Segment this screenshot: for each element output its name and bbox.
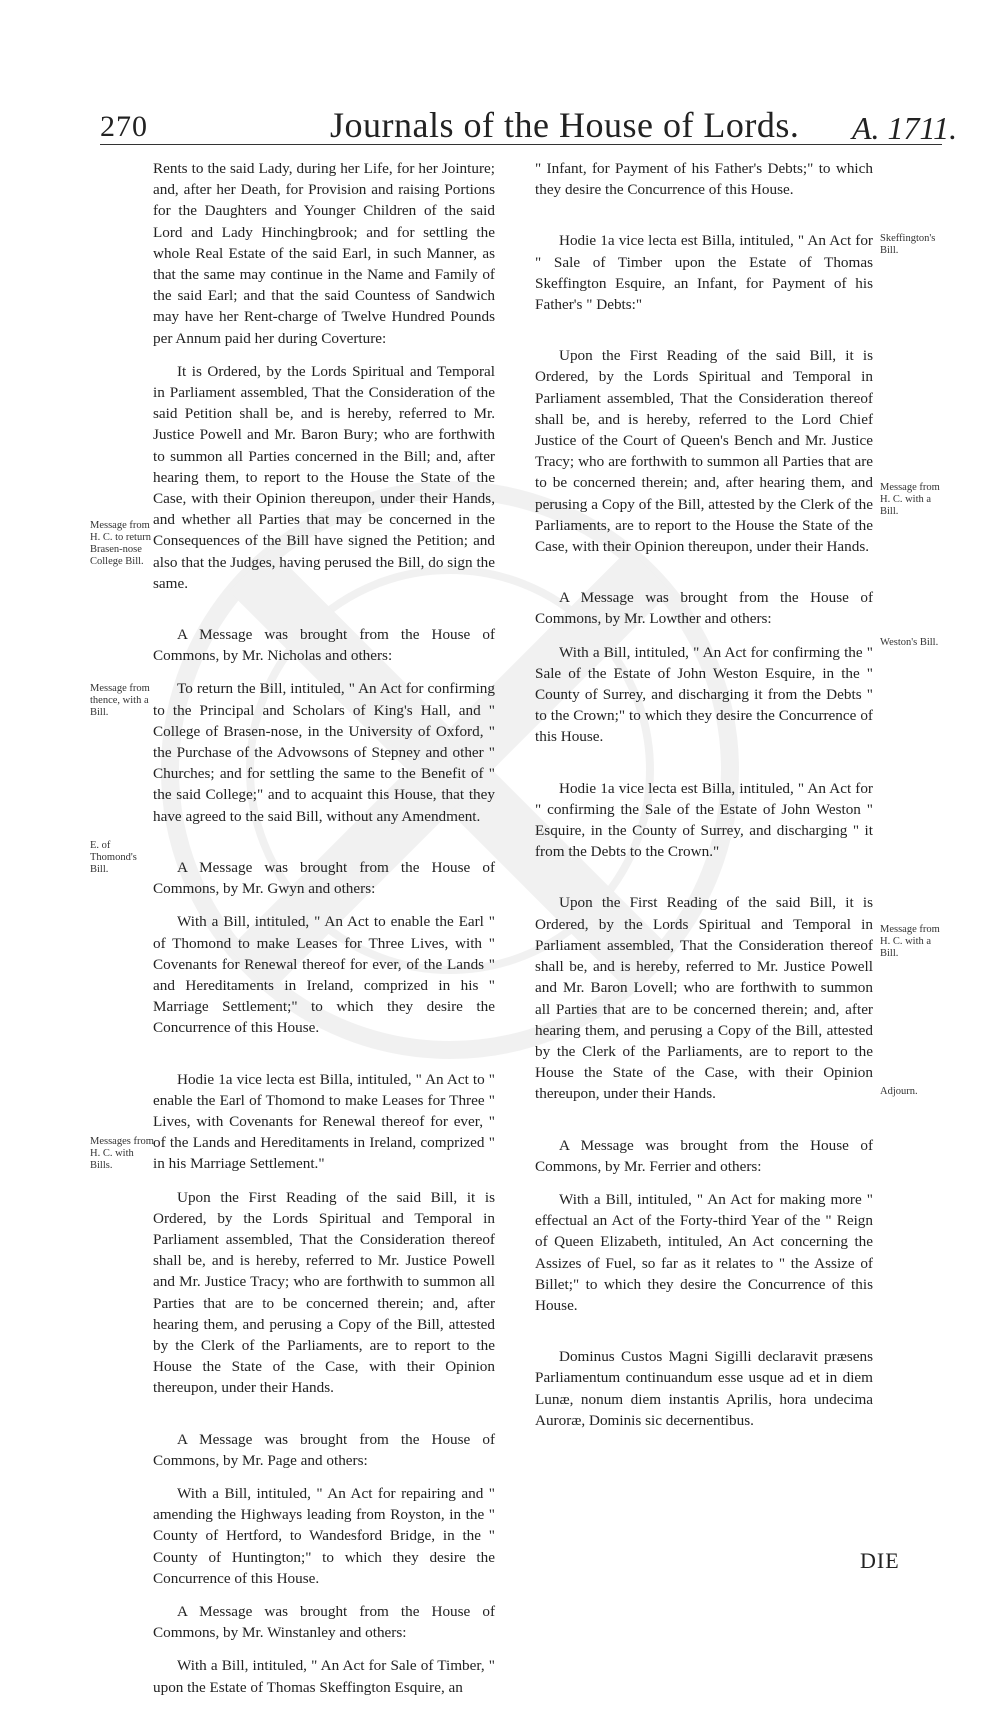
paragraph: A Message was brought from the House of Commons, by Mr. Nicholas and others: — [153, 626, 495, 665]
paragraph: With a Bill, intituled, " An Act for repairing and " amending the Highways leading from Royston, in the " County of Hertford, to Wandesford Bridge, in the " County of Huntington;" to which they desire the Concurrence of this House. — [153, 1484, 495, 1587]
margin-note-thomond: E. of Thomond's Bill. — [90, 840, 137, 875]
paragraph: A Message was brought from the House of Commons, by Mr. Gwyn and others: — [153, 858, 495, 898]
margin-note-brasenose: Message from H. C. to return Brasen-nose College Bill. — [90, 520, 151, 567]
margin-note-weston: Weston's Bill. — [880, 637, 939, 648]
paragraph: Rents to the said Lady, during her Life, for her Jointure; and, after her Death, for Provision and raising Portions for the Daughters and Younger Children of the said Lord and Lady Hinchingbrook; and for settling the whole Real Estate of the said Earl, in such Manner, as that the same may continue in the Name and Family of the said Earl; and that the said Countess of Sandwich may have her Rent-charge of Twelve Hundred Pounds per Annum paid her during Coverture: — [153, 160, 495, 347]
margin-note-ferrier-message: Message from H. C. with a Bill. — [880, 924, 940, 959]
paragraph: Upon the First Reading of the said Bill, it is Ordered, by the Lords Spiritual and Temporal in Parliament assembled, That the Consideration thereof shall be, and is hereby, referred to Mr. Justice Powell and Mr. Justice Tracy; who are forthwith to summon all Parties that are to be concerned therein; and, after hearing them, and perusing a Copy of the Bill, attested by the Clerk of the Parliaments, are to report to the House the State of the Case, with their Opinion thereupon, under their Hands. — [153, 1188, 495, 1397]
paragraph: A Message was brought from the House of Commons, by Mr. Page and others: — [153, 1430, 495, 1469]
right-column — [535, 158, 873, 1443]
paragraph: A Message was brought from the House of Commons, by Mr. Ferrier and others: — [535, 1136, 873, 1175]
page-year: A. 1711. — [852, 110, 958, 146]
margin-note-skeffington: Skeffington's Bill. — [880, 233, 936, 256]
paragraph: Dominus Custos Magni Sigilli declaravit præsens Parliamentum continuandum esse usque ad et in diem Lunæ, nonum diem instantis Aprilis, hora undecima Auroræ, Dominis sic decernentibus. — [535, 1348, 873, 1429]
margin-note-lowther-message: Message from H. C. with a Bill. — [880, 482, 940, 517]
paragraph: Hodie 1a vice lecta est Billa, intituled, " An Act for " confirming the Sale of the Estate of John Weston " Esquire, in the County of Surrey, and discharging " it from the Debts to the Crown." — [535, 779, 873, 861]
paragraph: With a Bill, intituled, " An Act for confirming the " Sale of the Estate of John Weston Esquire, in the " County of Surrey, and discharging it from the Debts " to the Crown;" to which they desire the Concurrence of this House. — [535, 643, 873, 746]
margin-note-adjourn: Adjourn. — [880, 1086, 918, 1097]
paragraph: To return the Bill, intituled, " An Act for confirming to the Principal and Scholars of King's Hall, and " College of Brasen-nose, in the University of Oxford, " the Purchase of the Advowsons of Stepney and other " Churches; and for settling the same to the Benefit of " the said College;" and to acquaint this House, that they have agreed to the said Bill, without any Amendment. — [153, 680, 495, 825]
paragraph: It is Ordered, by the Lords Spiritual and Temporal in Parliament assembled, That the Consideration of the said Petition shall be, and is hereby, referred to Mr. Justice Powell and Mr. Baron Bury; who are forthwith to summon all Parties concerned in the Bill; and, after hearing them, to report to the House the State of the Case, with their Opinion thereupon, under their Hands, and whether all Parties that may be concerned in the Consequences of the Bill have signed the Petition; and also that the Judges, having perused the Bill, do sign the same. — [153, 362, 495, 592]
paragraph: With a Bill, intituled, " An Act to enable the Earl " of Thomond to make Leases for Three Lives, with " Covenants for Renewal thereof for ever, of the Lands " and Hereditaments in Ireland, comprized in his " Marriage Settlement;" to which they desire the Concurrence of this House. — [153, 913, 495, 1037]
page-number: 270 — [100, 110, 148, 143]
paragraph: Upon the First Reading of the said Bill, it is Ordered, by the Lords Spiritual and Temporal in Parliament assembled, That the Consideration thereof shall be, and is hereby, referred to Mr. Justice Powell and Mr. Baron Lovell; who are forthwith to summon all Parties that are to be concerned therein; and, after hearing them, and perusing a Copy of the Bill, attested by the Clerk of the Parliaments, are to report to the House the State of the Case, with their Opinion thereupon, under their Hands. — [535, 894, 873, 1103]
header-rule — [100, 144, 942, 145]
paragraph: A Message was brought from the House of Commons, by Mr. Winstanley and others: — [153, 1602, 495, 1642]
paragraph: " Infant, for Payment of his Father's Debts;" to which they desire the Concurrence of this House. — [535, 160, 873, 199]
page-header — [0, 96, 992, 146]
margin-note-messages-with-bills: Messages from H. C. with Bills. — [90, 1136, 154, 1171]
left-column — [153, 158, 495, 1710]
paragraph: Hodie 1a vice lecta est Billa, intituled, " An Act for " Sale of Timber upon the Estate of Thomas Skeffington Esquire, an Infant, for Payment of his Father's " Debts:" — [535, 232, 873, 314]
paragraph: With a Bill, intituled, " An Act for Sale of Timber, " upon the Estate of Thomas Skeffington Esquire, an — [153, 1657, 495, 1696]
margin-note-message-with-bill: Message from thence, with a Bill. — [90, 683, 150, 718]
paragraph: With a Bill, intituled, " An Act for making more " effectual an Act of the Forty-third Year of the " Reign of Queen Elizabeth, intituled, An Act concerning the Assizes of Fuel, so far as it relates to " the Assize of Billet;" to which they desire the Concurrence of this House. — [535, 1190, 873, 1314]
paragraph: A Message was brought from the House of Commons, by Mr. Lowther and others: — [535, 589, 873, 628]
catchword: DIE — [860, 1548, 900, 1573]
paragraph: Hodie 1a vice lecta est Billa, intituled, " An Act to " enable the Earl of Thomond to make Leases for Three " Lives, with Covenants for Renewal thereof for ever, " of the Lands and Hereditaments in Ireland, comprized " in his Marriage Settlement." — [153, 1070, 495, 1173]
page-title: Journals of the House of Lords. — [330, 105, 800, 145]
paragraph: Upon the First Reading of the said Bill, it is Ordered, by the Lords Spiritual and Temporal in Parliament assembled, That the Consideration thereof shall be, and is hereby, referred to the Lord Chief Justice of the Court of Queen's Bench and Mr. Justice Tracy; who are forthwith to summon all Parties that are to be concerned therein; and, after hearing them, and perusing a Copy of the Bill, attested by the Clerk of the Parliaments, are to report to the House the State of the Case, with their Opinion thereupon, under their Hands. — [535, 347, 873, 556]
